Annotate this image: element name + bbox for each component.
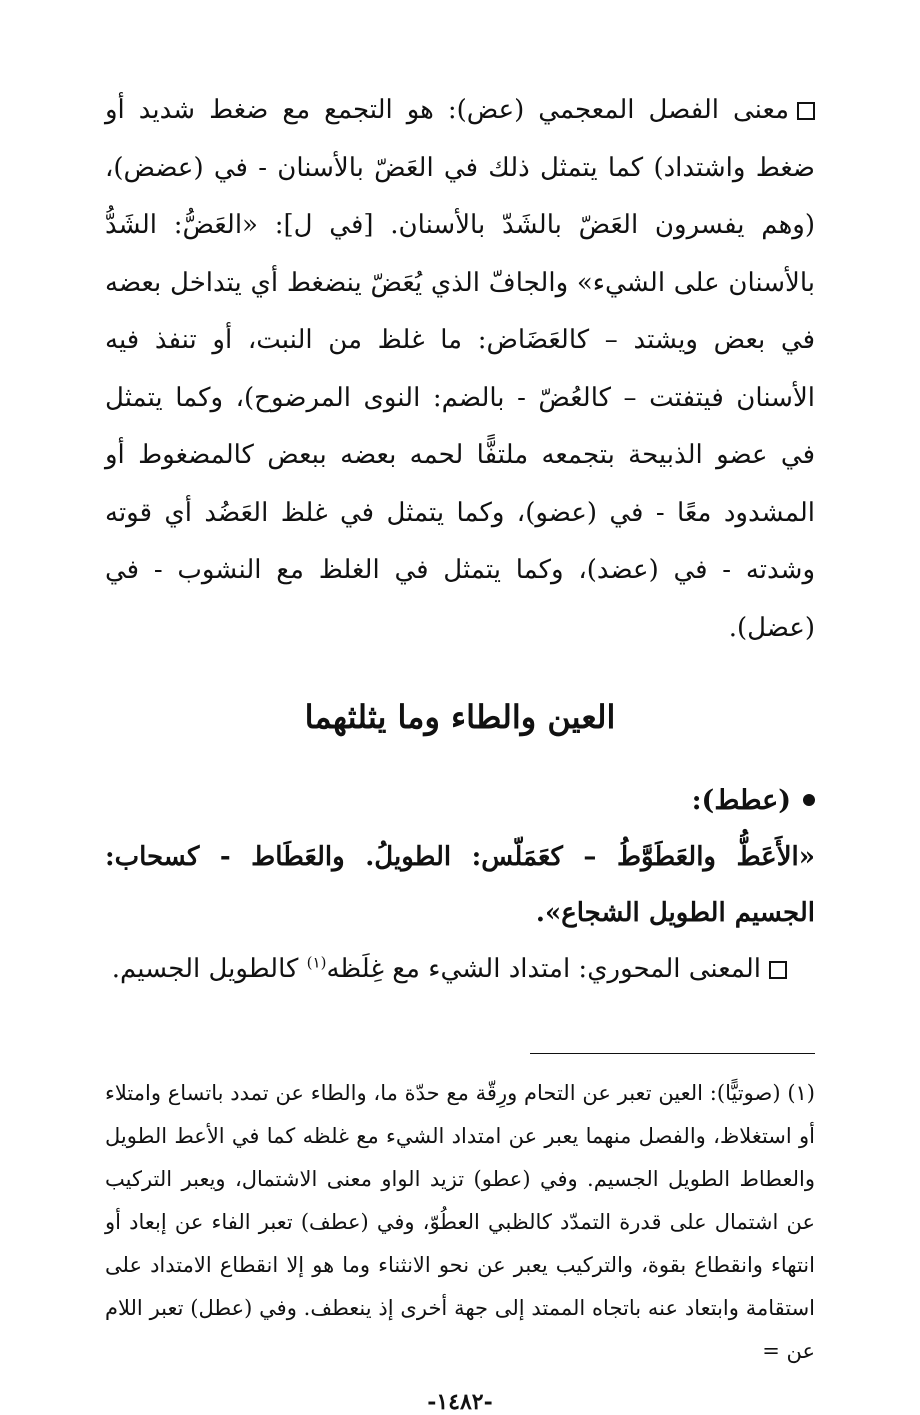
entry-heading-text: (عطط): [691, 785, 791, 816]
entry-meaning [105, 941, 787, 997]
entry-heading [105, 773, 815, 829]
footnote-divider [530, 1053, 815, 1054]
page-number: -١٤٨٢- [427, 1389, 493, 1415]
square-marker-icon [797, 102, 815, 120]
document-page [105, 82, 815, 1415]
meaning-text-continued: كالطويل الجسيم. [111, 954, 307, 984]
intro-paragraph [105, 82, 815, 657]
section-title: العين والطاء وما يثلثهما [304, 698, 616, 736]
footnote-reference[interactable]: (١) [306, 953, 327, 972]
meaning-text: المعنى المحوري: امتداد الشيء مع غِلَظه [326, 954, 761, 984]
entry-quote: «الأَعَطُّ والعَطَوَّطُ – كعَمَلّس: الطويلُ. والعَطَاط - كسحاب: الجسيم الطويل الشجاع». [105, 842, 815, 928]
bullet-icon [803, 794, 815, 806]
footnote: (١) (صوتيًّا): العين تعبر عن التحام ورِقّة مع حدّة ما، والطاء عن تمدد باتساع وامتلاء أو استغلاظ، والفصل منهما يعبر عن امتداد الشيء مع غلظه كما في الأعط الطويل والعطاط الطويل الجسيم. وفي (عطو) تزيد الواو معنى الاشتمال، ويعبر التركيب عن اشتمال على قدرة التمدّد كالظبي العطُوّ، وفي (عطف) تعبر الفاء عن إبعاد أو انتهاء وانقطاع بقوة، والتركيب يعبر عن نحو الانثناء وما هو إلا انقطاع الامتداد على استقامة وابتعاد عنه باتجاه الممتد إلى جهة أخرى إذ ينعطف. وفي (عطل) تعبر اللام عن = [105, 1081, 815, 1363]
square-marker-icon [769, 961, 787, 979]
intro-paragraph-text: معنى الفصل المعجمي (عض): هو التجمع مع ضغط شديد أو ضغط واشتداد) كما يتمثل ذلك في العَضّ بالأسنان - في (عضض)، (وهم يفسرون العَضّ بالشَدّ بالأسنان. [في ل]: «العَضُّ: الشَدُّ بالأسنان على الشيء» والجافّ الذي يُعَضّ ينضغط أي يتداخل بعضه في بعض ويشتد – كالعَضَاض: ما غلظ من النبت، أو تنفذ فيه الأسنان فيتفتت – كالعُضّ - بالضم: النوى المرضوح)، وكما يتمثل في عضو الذبيحة بتجمعه ملتفًّا لحمه بعضه ببعض كالمضغوط أو المشدود معًا - في (عضو)، وكما يتمثل في غلظ العَضُد أي قوته وشدته - في (عضد)، وكما يتمثل في الغلظ مع النشوب - في (عضل). [105, 95, 815, 643]
